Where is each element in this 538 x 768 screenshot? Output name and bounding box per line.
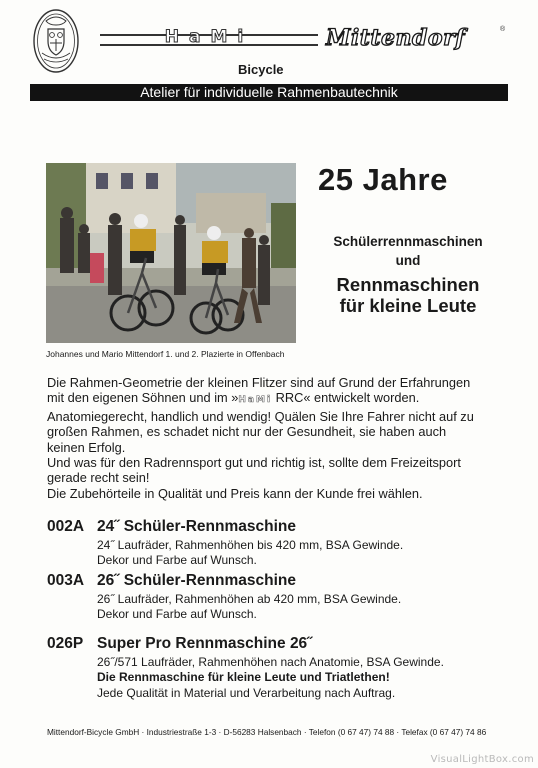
headline-main-line2: für kleine Leute: [339, 295, 477, 316]
product-desc-line: 24˝ Laufräder, Rahmenhöhen bis 420 mm, BSA Gewinde.: [97, 538, 404, 552]
headline-subtitle: Schülerrennmaschinen: [333, 234, 483, 249]
product-code: 026P: [47, 635, 84, 652]
product-title: 26˝ Schüler-Rennmaschine: [97, 572, 296, 589]
product-desc-line-bold: Die Rennmaschine für kleine Leute und Triatlethen!: [97, 670, 390, 685]
intro-line: keinen Erfolg.: [47, 439, 126, 455]
intro-line: [47, 390, 517, 408]
hami-logo: HaMi: [164, 27, 254, 47]
product-code: 003A: [47, 572, 85, 589]
coat-of-arms-logo: [32, 7, 80, 75]
product-desc-line: 26˝/571 Laufräder, Rahmenhöhen nach Anatomie, BSA Gewinde.: [97, 655, 444, 669]
mittendorf-logo: Mittendorf: [326, 25, 466, 51]
race-photo: [46, 163, 296, 343]
footer-address: Mittendorf-Bicycle GmbH · Industriestraße 1-3 · D-56283 Halsenbach · Telefon (0 67 47) 74 88 · Telefax (0 67 47) 74 86: [47, 727, 487, 737]
intro-line: Die Rahmen-Geometrie der kleinen Flitzer sind auf Grund der Erfahrungen: [47, 375, 471, 390]
intro-line: Die Zubehörteile in Qualität und Preis kann der Kunde frei wählen.: [47, 485, 423, 501]
product-desc-line: Jede Qualität in Material und Verarbeitung nach Auftrag.: [97, 685, 396, 700]
intro-line-part: RRC« entwickelt worden.: [272, 390, 420, 406]
intro-line: gerade recht sein!: [47, 470, 150, 486]
intro-line: Und was für den Radrennsport gut und richtig ist, sollte dem Freizeitsport: [47, 455, 461, 471]
headline-und: und: [395, 253, 421, 268]
photo-caption: Johannes und Mario Mittendorf 1. und 2. Plazierte in Offenbach: [46, 349, 285, 359]
product-desc-line: 26˝ Laufräder, Rahmenhöhen ab 420 mm, BSA Gewinde.: [97, 592, 402, 606]
intro-line-part: mit den eigenen Söhnen und im »: [47, 390, 239, 406]
product-description: [97, 655, 444, 701]
product-description: [97, 538, 403, 569]
headline-years: 25 Jahre: [318, 162, 448, 197]
headline-main-line1: Rennmaschinen: [336, 274, 480, 295]
product-desc-line: Dekor und Farbe auf Wunsch.: [97, 607, 257, 622]
hami-inline-logo: HaMi: [238, 395, 273, 406]
headline-main: [318, 274, 498, 316]
watermark: VisualLightBox.com: [430, 754, 534, 765]
product-title: 24˝ Schüler-Rennmaschine: [97, 518, 296, 535]
product-desc-line: Dekor und Farbe auf Wunsch.: [97, 553, 257, 568]
intro-line: großen Rahmen, es schadet nicht nur der Gesundheit, sie haben auch: [47, 424, 447, 440]
product-title: Super Pro Rennmaschine 26˝: [97, 635, 313, 652]
bicycle-label: Bicycle: [238, 62, 284, 77]
intro-text: [47, 375, 517, 501]
tagline-text: Atelier für individuelle Rahmenbautechnik: [140, 84, 398, 100]
intro-line: Anatomiegerecht, handlich und wendig! Quälen Sie Ihre Fahrer nicht auf zu: [47, 408, 474, 424]
registered-mark: ®: [500, 26, 506, 33]
tagline-bar: [30, 84, 508, 101]
product-description: [97, 592, 401, 623]
product-code: 002A: [47, 518, 85, 535]
